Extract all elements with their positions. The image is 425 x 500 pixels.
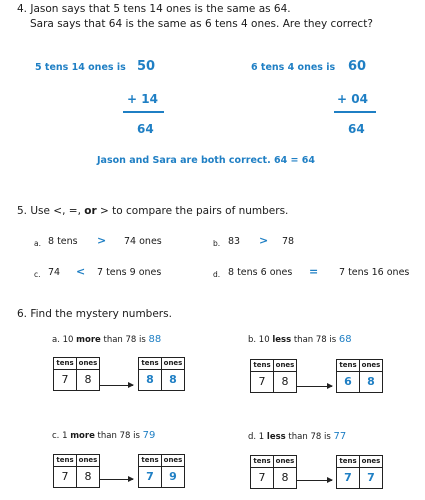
q6b-keyword: less [272,335,292,345]
q5a-left: 8 tens [48,236,78,247]
q6a-answer: 88 [148,334,162,345]
tens-digit: 7 [139,467,162,487]
q5a-right: 74 ones [124,236,162,247]
q6b-place-value-chart-answer [336,359,383,393]
ones-digit: 7 [367,471,375,484]
q5d-label: d. [213,270,221,279]
q5a-label: a. [34,239,41,248]
q6c-pre: c. 1 [52,431,71,441]
q6c-prompt [52,430,155,441]
q6c-place-value-chart-answer [138,454,185,488]
ones-header: ones [361,457,381,465]
q5-prompt [17,205,288,217]
ones-header: ones [163,359,183,367]
tens-header: tens [54,358,77,369]
q5c-symbol: < [76,265,86,278]
q5b-label: b. [213,239,221,248]
q6d-keyword: less [266,432,286,442]
q5d-left: 8 tens 6 ones [228,267,293,278]
q5b-left: 83 [228,236,241,247]
q6c-mid: than 78 is [94,431,143,441]
ones-digit: 8 [84,470,92,483]
q6d-arrow [297,480,332,481]
q4-right-sum-line [334,111,376,113]
q5-prompt-pre: 5. Use <, =, [17,205,85,217]
tens-header: tens [139,455,162,466]
tens-digit: 8 [139,370,162,390]
q4-conclusion: Jason and Sara are both correct. 64 = 64 [97,155,315,166]
q4-left-sum-line [123,111,164,113]
q6a-prompt [52,334,161,345]
q6c-answer: 79 [142,430,156,441]
q4-prompt-line1: 4. Jason says that 5 tens 14 ones is the same as 64. [17,3,291,15]
ones-header: ones [78,359,98,367]
ones-header: ones [361,361,381,369]
tens-digit: 7 [251,372,274,392]
ones-digit: 9 [169,470,177,483]
q5d-symbol: = [309,265,319,278]
q6a-arrow [100,385,133,386]
tens-header: tens [54,455,77,466]
tens-digit: 7 [54,370,77,390]
q4-left-label: 5 tens 14 ones is [35,62,126,73]
q6d-place-value-chart-start [250,455,297,489]
ones-header: ones [275,457,295,465]
q5c-left: 74 [48,267,61,278]
q6a-pre: a. 10 [52,335,77,345]
ones-header: ones [78,456,98,464]
q6b-mid: than 78 is [291,335,339,345]
ones-header: ones [163,456,183,464]
q4-right-add: + 04 [337,92,368,106]
q5b-right: 78 [282,236,295,247]
q4-right-sum: 64 [348,122,365,136]
q6b-place-value-chart-start [250,359,297,393]
tens-digit: 7 [251,468,274,488]
q5b-symbol: > [259,234,269,247]
tens-digit: 7 [54,467,77,487]
ones-digit: 8 [84,373,92,386]
q6b-prompt [248,334,352,345]
tens-digit: 6 [337,372,360,392]
tens-header: tens [251,456,274,467]
q6a-mid: than 78 is [100,335,149,345]
q4-right-top: 60 [348,59,367,74]
q6c-keyword: more [70,431,95,441]
q4-prompt-line2: Sara says that 64 is the same as 6 tens 4 ones. Are they correct? [30,18,373,30]
q5-prompt-or: or [84,205,97,217]
q6d-pre: d. 1 [248,432,267,442]
tens-digit: 7 [337,468,360,488]
ones-digit: 8 [281,375,289,388]
ones-digit: 8 [367,375,375,388]
ones-header: ones [275,361,295,369]
tens-header: tens [337,360,360,371]
q5d-right: 7 tens 16 ones [339,267,410,278]
q4-left-sum: 64 [137,122,154,136]
q5c-label: c. [34,270,41,279]
q6b-answer: 68 [338,334,352,345]
q6a-place-value-chart-answer [138,357,185,391]
q6d-mid: than 78 is [285,432,334,442]
q6c-arrow [100,479,133,480]
ones-digit: 8 [281,471,289,484]
q5a-symbol: > [97,234,107,247]
q6b-pre: b. 10 [248,335,273,345]
q6d-answer: 77 [333,431,347,442]
q4-right-label: 6 tens 4 ones is [251,62,336,73]
q4-left-top: 50 [137,59,156,74]
q6d-prompt [248,431,346,442]
q6c-place-value-chart-start [53,454,100,488]
q6b-arrow [297,386,332,387]
q6-prompt: 6. Find the mystery numbers. [17,308,172,320]
ones-digit: 8 [169,373,177,386]
tens-header: tens [251,360,274,371]
q5c-right: 7 tens 9 ones [97,267,162,278]
tens-header: tens [139,358,162,369]
q6a-keyword: more [76,335,101,345]
q4-left-add: + 14 [127,92,158,106]
q5-prompt-post: > to compare the pairs of numbers. [96,205,289,217]
q6d-place-value-chart-answer [336,455,383,489]
q6a-place-value-chart-start [53,357,100,391]
tens-header: tens [337,456,360,467]
